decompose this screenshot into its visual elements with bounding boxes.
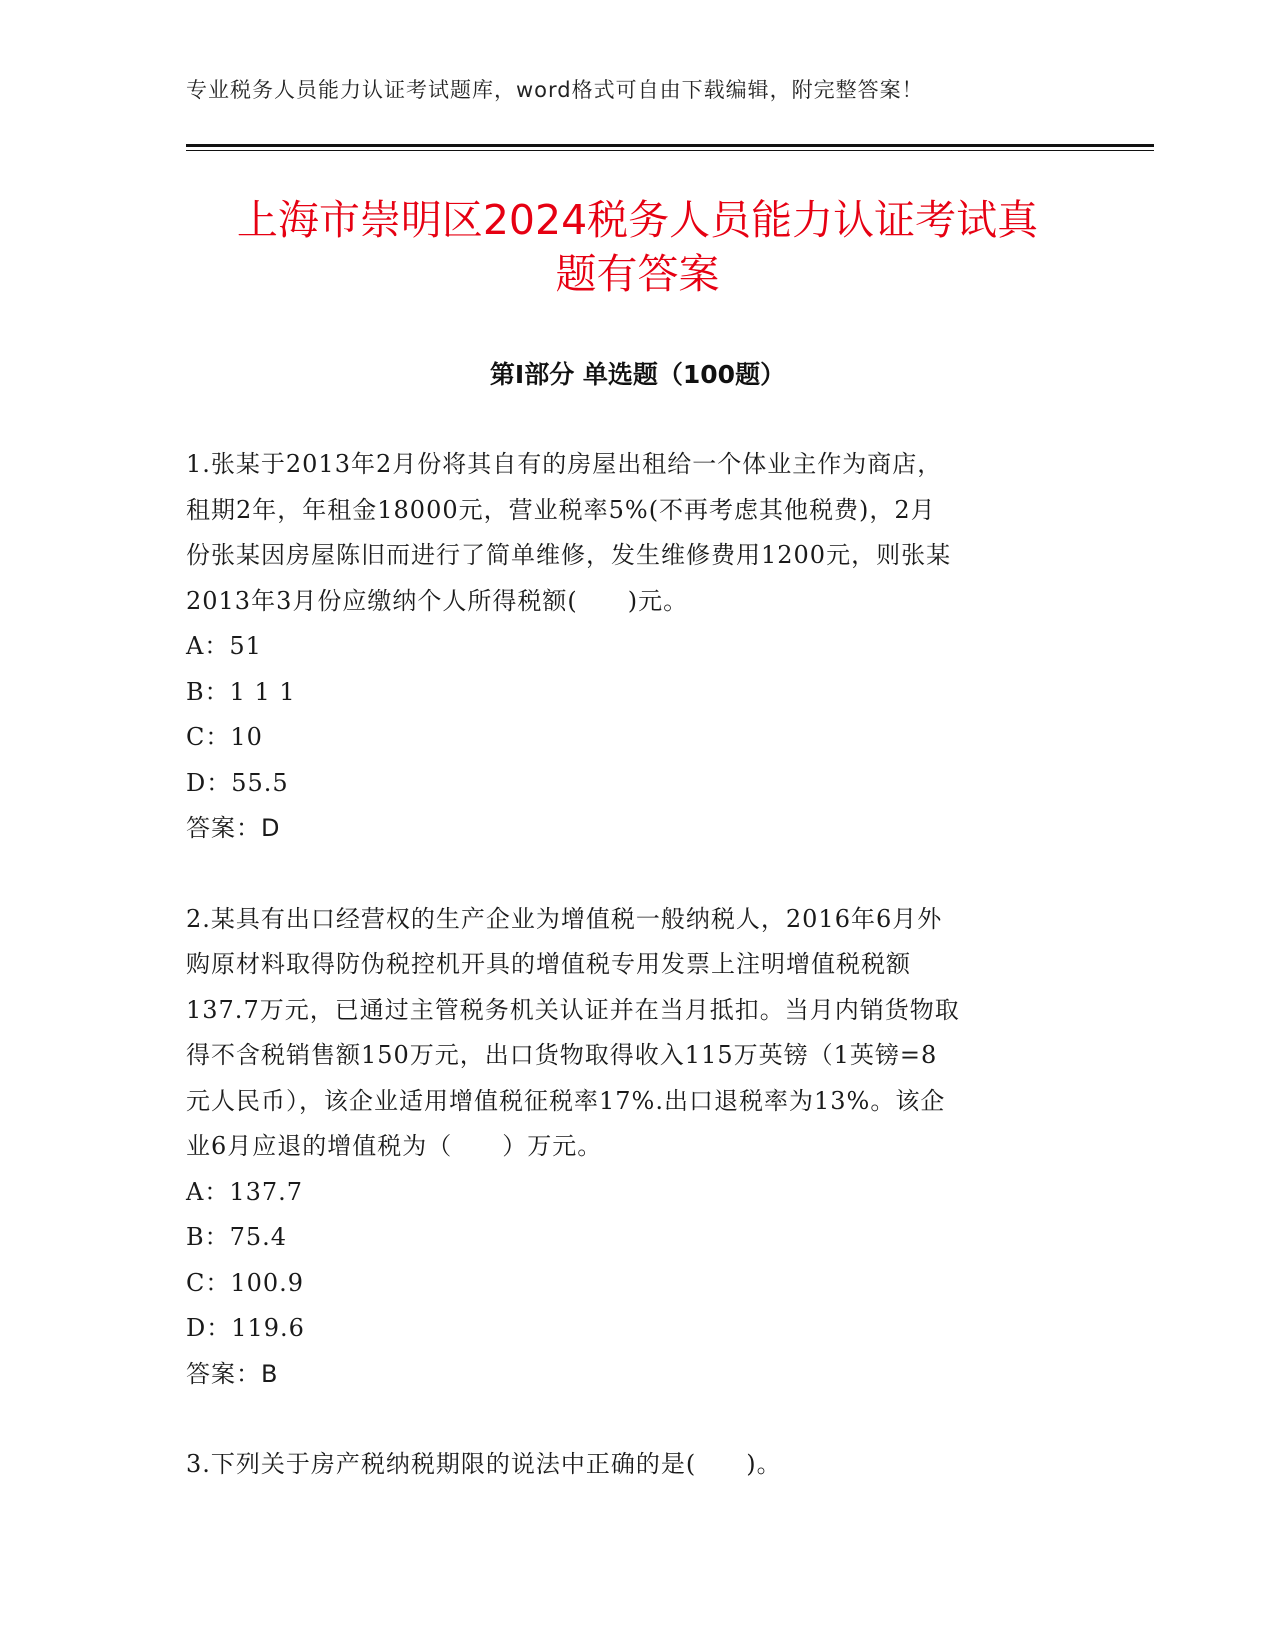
question-1-option-b: B：1 1 1 [186,677,296,706]
page-header: 专业税务人员能力认证考试题库，word格式可自由下载编辑，附完整答案！ [186,78,924,102]
question-2-option-b: B：75.4 [186,1223,288,1251]
question-1-option-d: D：55.5 [186,768,289,797]
document-title [150,193,1125,301]
question-1-option-a: A：51 [186,632,262,660]
question-2-line-6: 业6月应退的增值税为（ ）万元。 [186,1132,603,1160]
document-title-line-2: 题有答案 [555,250,720,298]
question-2-line-2: 购原材料取得防伪税控机开具的增值税专用发票上注明增值税税额 [186,950,911,978]
question-2-line-3: 137.7万元，已通过主管税务机关认证并在当月抵扣。当月内销货物取 [186,995,960,1024]
section-heading: 第Ⅰ部分 单选题（100题） [489,360,786,389]
question-1 [186,442,1086,852]
question-1-line-2: 租期2年，年租金18000元，营业税率5%(不再考虑其他税费)，2月 [186,495,936,524]
question-list [186,442,1086,1533]
question-1-line-4: 2013年3月份应缴纳个人所得税额( )元。 [186,586,689,615]
question-1-option-c: C：10 [186,723,263,751]
question-2-line-4: 得不含税销售额150万元，出口货物取得收入115万英镑（1英镑=8 [186,1041,938,1069]
question-1-line-1: 1.张某于2013年2月份将其自有的房屋出租给一个体业主作为商店， [186,450,943,478]
header-rule-thin [186,150,1154,151]
question-2-line-1: 2.某具有出口经营权的生产企业为增值税一般纳税人，2016年6月外 [186,904,943,933]
document-title-line-1: 上海市崇明区2024税务人员能力认证考试真 [236,196,1039,244]
question-2-option-c: C：100.9 [186,1268,305,1297]
question-3 [186,1442,1086,1488]
question-2-option-d: D：119.6 [186,1314,305,1342]
question-1-line-3: 份张某因房屋陈旧而进行了简单维修，发生维修费用1200元，则张某 [186,541,952,569]
question-1-answer: 答案：D [186,814,281,842]
question-3-line-1: 3.下列关于房产税纳税期限的说法中正确的是( )。 [186,1450,782,1478]
question-2-line-5: 元人民币），该企业适用增值税征税率17%.出口退税率为13%。该企 [186,1086,946,1115]
header-rule-thick [186,144,1154,147]
question-2 [186,897,1086,1398]
question-2-answer: 答案：B [186,1359,279,1388]
question-2-option-a: A：137.7 [186,1177,304,1206]
